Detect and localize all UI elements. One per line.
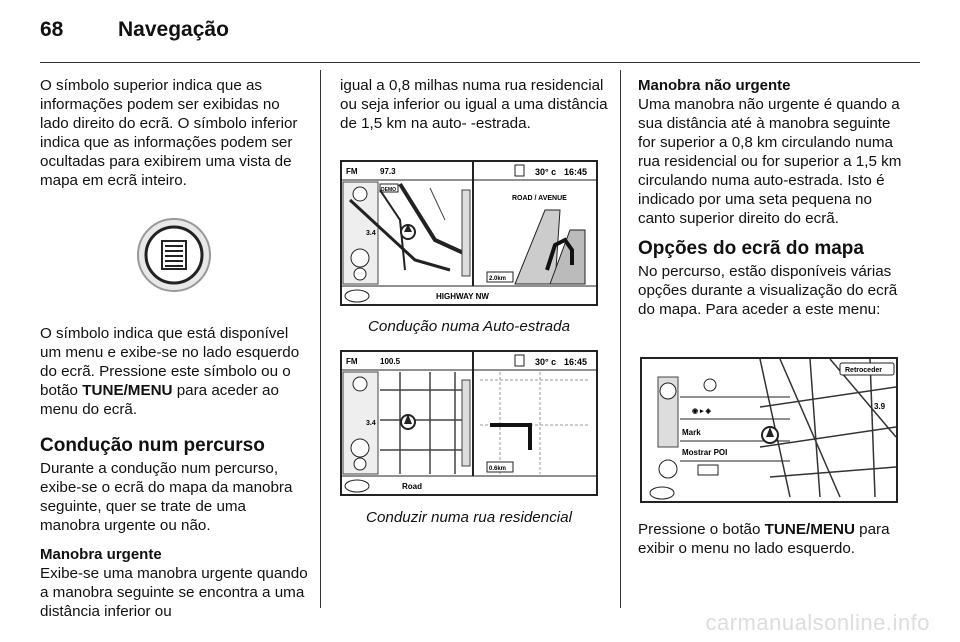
back-button[interactable]: Retroceder xyxy=(845,367,882,374)
text: para aceder ao menu do ecrã. xyxy=(40,382,279,418)
column-2 xyxy=(340,76,608,143)
distance-box: 0.6km xyxy=(489,466,507,472)
paragraph: Durante a condução num percurso, exibe-se o ecrã do mapa da manobra seguinte, quer se trate de uma manobra urgente ou não. xyxy=(40,460,293,534)
left-distance: 3.4 xyxy=(366,230,376,237)
temperature: 30° c xyxy=(535,357,557,367)
residential-map-screen xyxy=(340,350,598,496)
button-name: TUNE/MENU xyxy=(764,521,855,538)
sign-label: DEMO xyxy=(381,187,396,193)
paragraph xyxy=(40,324,308,419)
menu-symbol-figure xyxy=(40,200,308,310)
subsection-heading: Manobra não urgente xyxy=(638,77,791,94)
left-distance: 3.4 xyxy=(366,420,376,427)
column-divider xyxy=(320,70,321,608)
column-divider xyxy=(620,70,621,608)
column-3-bottom xyxy=(638,520,904,568)
paragraph: O símbolo superior indica que as informações podem ser exibidas no lado direito do ecrã. O símbolo inferior indica que as informações podem ser ocultadas para exibirem uma vista de mapa em ecrã inteiro. xyxy=(40,77,298,189)
radio-label: FM xyxy=(346,167,358,176)
menu-item-mark[interactable]: Mark xyxy=(682,428,701,437)
section-heading: Opções do ecrã do mapa xyxy=(638,238,864,259)
figure-caption: Conduzir numa rua residencial xyxy=(366,509,572,526)
section-heading: Condução num percurso xyxy=(40,435,265,456)
button-name: TUNE/MENU xyxy=(82,382,173,399)
paragraph: Exibe-se uma manobra urgente quando a manobra seguinte se encontra a uma distância inferior ou xyxy=(40,565,308,620)
radio-label: FM xyxy=(346,357,358,366)
distance-box: 2.0km xyxy=(489,276,507,282)
menu-item-show-poi[interactable]: Mostrar POI xyxy=(682,448,728,457)
street-name: Road xyxy=(402,482,422,491)
clock: 16:45 xyxy=(564,357,588,367)
subsection-heading: Manobra urgente xyxy=(40,546,162,563)
paragraph: No percurso, estão disponíveis várias opções durante a visualização do ecrã do mapa. Para aceder a este menu: xyxy=(638,263,898,318)
clock: 16:45 xyxy=(564,167,588,177)
page-header xyxy=(40,18,229,42)
road-name: ROAD / AVENUE xyxy=(512,195,567,202)
column-3 xyxy=(638,76,904,329)
distance-readout: 3.9 xyxy=(874,402,886,411)
paragraph xyxy=(638,520,904,558)
figure-caption: Condução numa Auto-estrada xyxy=(367,318,571,335)
highway-map-screen xyxy=(340,160,598,306)
frequency: 97.3 xyxy=(380,167,396,176)
street-name: HIGHWAY NW xyxy=(436,292,489,301)
page-number: 68 xyxy=(40,18,64,41)
map-options-screen xyxy=(640,357,898,503)
text: para exibir o menu no lado esquerdo. xyxy=(638,521,890,557)
column-1 xyxy=(40,76,308,631)
paragraph: igual a 0,8 milhas numa rua residencial ou seja inferior ou igual a uma distância de 1,5 km na auto- -estrada. xyxy=(340,77,608,132)
temperature: 30° c xyxy=(535,167,557,177)
menu-symbol-icon xyxy=(114,205,234,305)
paragraph: Uma manobra não urgente é quando a sua distância até à manobra seguinte for superior a 0,8 km circulando numa rua residencial ou for superior a 1,5 km circulando numa auto-estrada. Isto é indicado por uma seta pequena no canto superior direito do ecrã. xyxy=(638,96,902,227)
frequency: 100.5 xyxy=(380,357,401,366)
svg-text:◉ ▸ ◈: ◉ ▸ ◈ xyxy=(692,408,711,415)
text: O símbolo indica que está disponível um menu e exibe-se no lado esquerdo do ecrã. Pressione este símbolo ou o botão xyxy=(40,325,300,399)
watermark: carmanualsonline.info xyxy=(705,610,930,635)
page-title: Navegação xyxy=(118,18,229,41)
text: Pressione o botão xyxy=(638,521,765,538)
header-rule xyxy=(40,62,920,63)
